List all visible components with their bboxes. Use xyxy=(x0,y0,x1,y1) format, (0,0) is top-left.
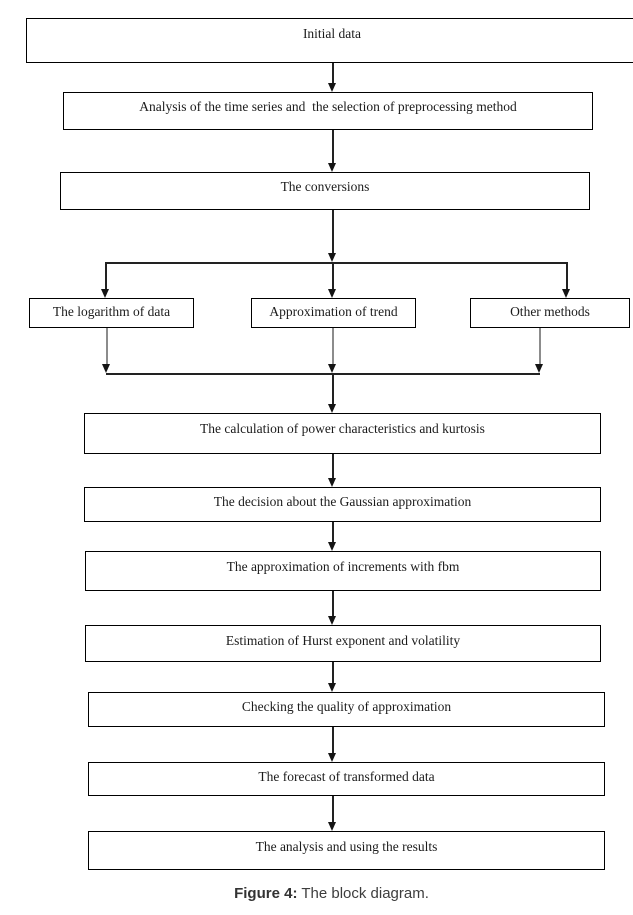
node-hurst-exponent-estimation xyxy=(85,625,601,662)
arrowhead-icon xyxy=(328,289,336,298)
arrow-split-to-trend xyxy=(332,262,334,289)
node-label: Approximation of trend xyxy=(269,304,398,319)
node-label: Estimation of Hurst exponent and volatility xyxy=(225,633,461,648)
figure-caption-text: The block diagram. xyxy=(301,885,429,902)
arrowhead-icon xyxy=(535,364,543,373)
node-label: The approximation of increments with fbm xyxy=(226,559,460,574)
figure-caption-label: Figure 4: xyxy=(234,885,298,902)
arrow-analysis-to-conversions xyxy=(332,130,334,163)
arrowhead-icon xyxy=(102,364,110,373)
node-label: Other methods xyxy=(510,304,590,319)
node-analysis-time-series xyxy=(63,92,593,130)
arrow-checking-to-forecast xyxy=(332,727,334,753)
node-logarithm-of-data xyxy=(29,298,194,328)
arrowhead-icon xyxy=(328,83,336,92)
arrow-collector-to-calculation xyxy=(332,373,334,404)
arrow-fbm-to-estimation xyxy=(332,591,334,616)
arrow-trend-to-collector xyxy=(332,328,334,364)
arrowhead-icon xyxy=(562,289,570,298)
arrowhead-icon xyxy=(328,616,336,625)
arrow-forecast-to-results xyxy=(332,796,334,822)
collector-rail xyxy=(106,373,540,375)
arrowhead-icon xyxy=(328,683,336,692)
node-label: The decision about the Gaussian approximation xyxy=(213,494,472,509)
node-initial-data xyxy=(26,18,633,63)
split-rail xyxy=(105,262,567,264)
node-label: The forecast of transformed data xyxy=(258,769,435,784)
arrowhead-icon xyxy=(101,289,109,298)
arrow-other-to-collector xyxy=(539,328,541,364)
node-other-methods xyxy=(470,298,630,328)
node-quality-checking xyxy=(88,692,605,727)
figure-caption xyxy=(30,885,633,902)
arrowhead-icon xyxy=(328,822,336,831)
arrowhead-icon xyxy=(328,404,336,413)
arrowhead-icon xyxy=(328,364,336,373)
node-label: The analysis and using the results xyxy=(255,839,438,854)
arrowhead-icon xyxy=(328,478,336,487)
arrow-estimation-to-checking xyxy=(332,662,334,683)
node-increments-fbm-approximation xyxy=(85,551,601,591)
node-conversions xyxy=(60,172,590,210)
arrow-calculation-to-decision xyxy=(332,454,334,478)
arrow-logarithm-to-collector xyxy=(106,328,108,364)
node-label: The logarithm of data xyxy=(52,304,171,319)
node-label: The calculation of power characteristics and kurtosis xyxy=(200,421,485,436)
node-label: Analysis of the time series and the selection of preprocessing method xyxy=(139,99,517,114)
arrow-split-to-other xyxy=(566,262,568,289)
node-gaussian-approximation-decision xyxy=(84,487,601,522)
node-label: The conversions xyxy=(280,179,370,194)
arrow-initial-to-analysis xyxy=(332,63,334,83)
node-analysis-using-results xyxy=(88,831,605,870)
arrowhead-icon xyxy=(328,542,336,551)
node-label: Checking the quality of approximation xyxy=(241,699,452,714)
arrow-split-to-logarithm xyxy=(105,262,107,289)
arrow-conversions-to-split xyxy=(332,210,334,253)
node-power-characteristics-kurtosis xyxy=(84,413,601,454)
arrow-decision-to-fbm xyxy=(332,522,334,542)
arrowhead-icon xyxy=(328,753,336,762)
node-forecast-transformed-data xyxy=(88,762,605,796)
arrowhead-icon xyxy=(328,253,336,262)
arrowhead-icon xyxy=(328,163,336,172)
node-approximation-of-trend xyxy=(251,298,416,328)
node-label: Initial data xyxy=(302,26,362,41)
